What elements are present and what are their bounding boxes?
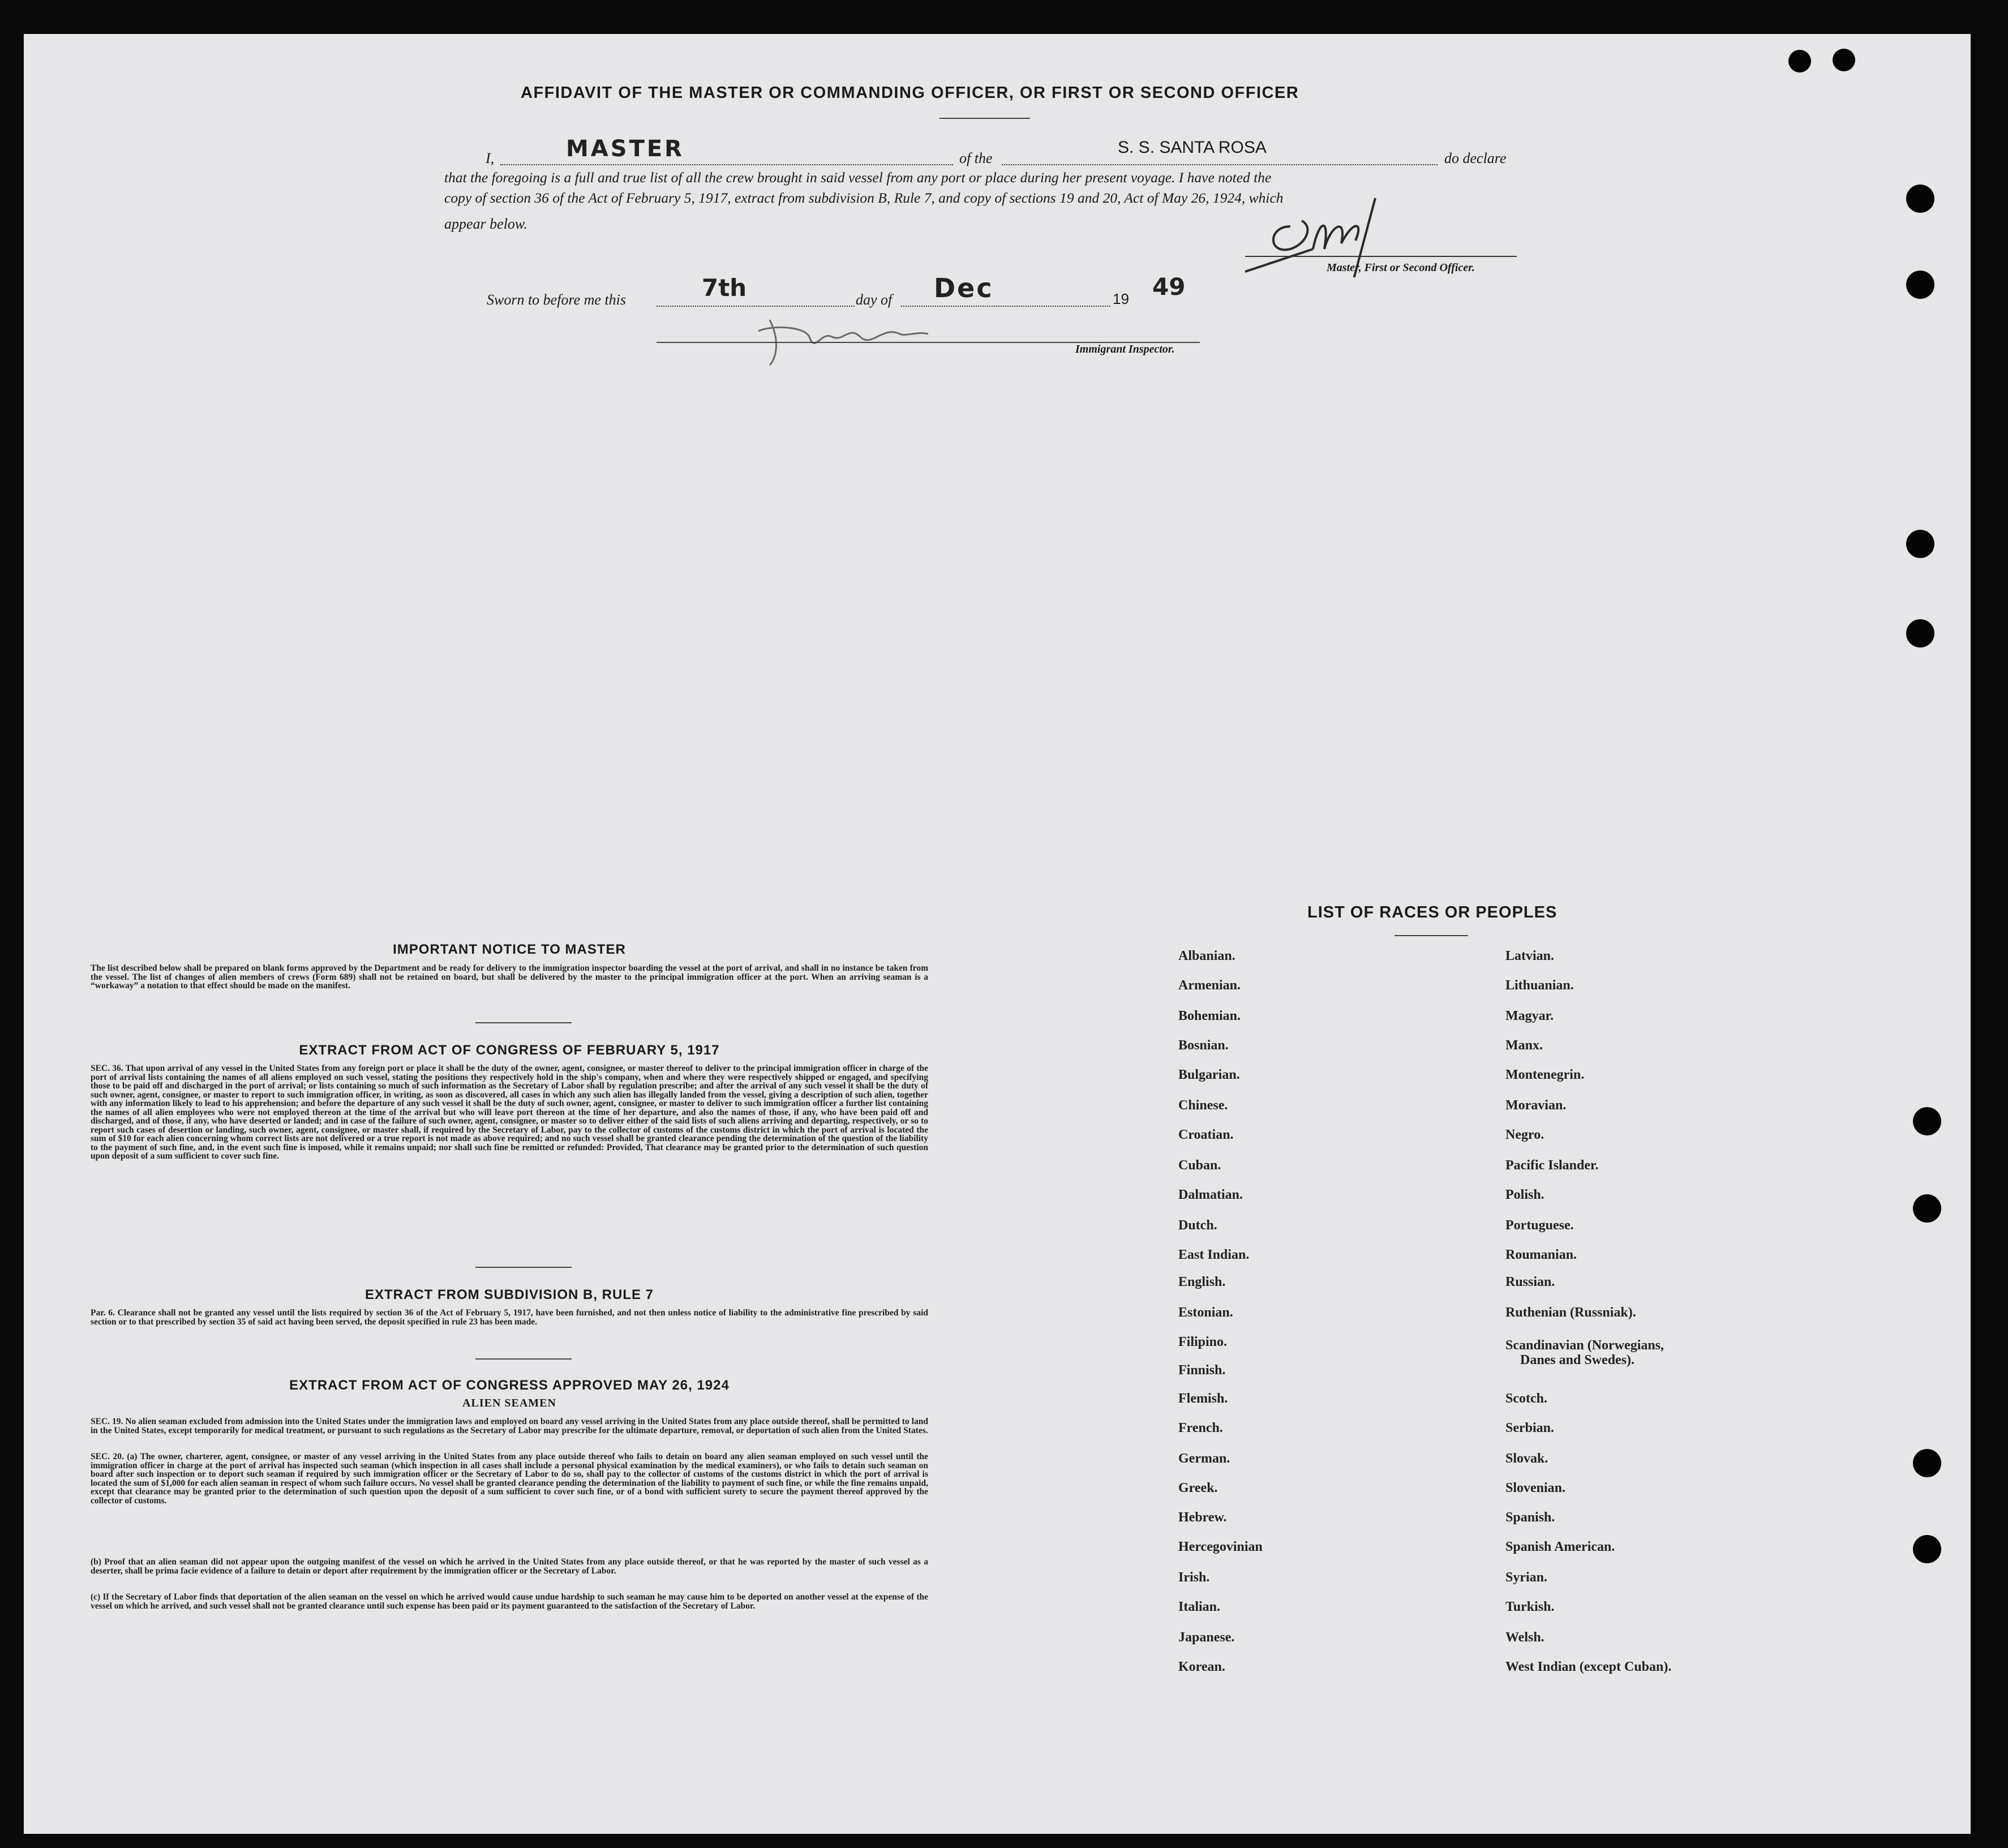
race-item: Scandinavian (Norwegians, [1505, 1338, 1664, 1353]
race-item: Finnish. [1178, 1363, 1226, 1378]
day-line [657, 306, 855, 307]
race-item: Italian. [1178, 1600, 1221, 1614]
inspector-signature [736, 308, 973, 371]
punch-hole [1906, 271, 1934, 299]
day-value[interactable]: 7th [702, 274, 747, 302]
affidavit-title: AFFIDAVIT OF THE MASTER OR COMMANDING OFFICER, OR FIRST OR SECOND OFFICER [521, 84, 1299, 102]
race-item: Pacific Islander. [1505, 1158, 1599, 1173]
extract-rule7-text: Par. 6. Clearance shall not be granted any vessel until the lists required by section 36 of the Act of February 5, 1917, have been furnished, and not then unless notice of liability to the administrative fine prescribed by said section or to that prescribed by section 35 of said act having been served, the deposit specified in rule 23 has been made. [91, 1308, 928, 1327]
race-item: Albanian. [1178, 949, 1235, 963]
punch-hole [1788, 50, 1811, 72]
race-item: Greek. [1178, 1481, 1218, 1495]
race-item: Irish. [1178, 1570, 1210, 1585]
year-prefix: 19 [1113, 290, 1129, 307]
race-item: Ruthenian (Russniak). [1505, 1305, 1636, 1320]
alien-seamen-subtitle: ALIEN SEAMEN [462, 1397, 556, 1409]
race-item: East Indian. [1178, 1247, 1250, 1262]
race-item: Danes and Swedes). [1520, 1353, 1635, 1367]
race-item: Korean. [1178, 1660, 1225, 1674]
races-title: LIST OF RACES OR PEOPLES [1307, 903, 1558, 921]
race-item: Magyar. [1505, 1009, 1554, 1023]
race-item: Dalmatian. [1178, 1187, 1243, 1202]
sec20c-text: (c) If the Secretary of Labor finds that deportation of the alien seaman on the vessel on which he arrived would cause undue hardship to such seaman he may cause him to be deported on another vessel at the expense of the vessel on which he arrived, and such vessel shall not be granted clearance until such expense has been paid or its payment guaranteed to the satisfaction of the Secretary of Labor. [91, 1592, 928, 1611]
sworn-prefix: Sworn to before me this [487, 291, 627, 308]
race-item: Montenegrin. [1505, 1067, 1585, 1082]
race-item: Polish. [1505, 1187, 1544, 1202]
do-declare-label: do declare [1444, 150, 1507, 166]
sec19-text: SEC. 19. No alien seaman excluded from admission into the United States under the immigration laws and employed on board any vessel arriving in the United States from any place outside thereof, shall be permitted to land in the United States, except temporarily for medical treatment, or pursuant to such regulations as the Secretary of Labor may prescribe for the ultimate departure, removal, or deportation of such alien from the United States. [91, 1417, 928, 1435]
inspector-caption: Immigrant Inspector. [1075, 343, 1175, 355]
notice-title: IMPORTANT NOTICE TO MASTER [393, 942, 626, 957]
race-item: Hebrew. [1178, 1510, 1227, 1525]
race-item: Turkish. [1505, 1600, 1555, 1614]
race-item: Welsh. [1505, 1630, 1544, 1645]
race-item: Slovak. [1505, 1451, 1548, 1466]
race-item: Latvian. [1505, 949, 1555, 963]
punch-hole [1833, 49, 1855, 71]
punch-hole [1906, 619, 1934, 648]
master-name-value[interactable]: MASTER [566, 136, 684, 162]
extract-1924-title: EXTRACT FROM ACT OF CONGRESS APPROVED MAY 26, 1924 [289, 1378, 730, 1393]
race-item: Armenian. [1178, 978, 1241, 993]
race-item: Scotch. [1505, 1391, 1547, 1406]
of-the-label: of the [959, 150, 993, 166]
declaration-prefix: I, [486, 150, 495, 166]
race-item: Croatian. [1178, 1127, 1234, 1142]
officer-caption: Master, First or Second Officer. [1327, 261, 1475, 274]
punch-hole [1906, 185, 1934, 213]
race-item: Dutch. [1178, 1218, 1217, 1233]
declaration-line-4: appear below. [444, 216, 527, 232]
punch-hole [1913, 1535, 1941, 1563]
divider [475, 1358, 572, 1360]
name-line [500, 164, 953, 165]
month-value[interactable]: Dec [934, 273, 994, 303]
day-of-label: day of [856, 291, 893, 308]
race-item: Manx. [1505, 1038, 1543, 1053]
race-item: Spanish. [1505, 1510, 1555, 1525]
punch-hole [1906, 530, 1934, 558]
extract-1917-title: EXTRACT FROM ACT OF CONGRESS OF FEBRUARY 5, 1917 [299, 1043, 720, 1058]
month-line [901, 306, 1110, 307]
race-item: Serbian. [1505, 1421, 1555, 1435]
race-item: West Indian (except Cuban). [1505, 1660, 1672, 1674]
year-value[interactable]: 49 [1152, 273, 1186, 301]
title-divider [939, 118, 1030, 119]
race-item: Flemish. [1178, 1391, 1228, 1406]
race-item: Bohemian. [1178, 1009, 1241, 1023]
extract-1917-text: SEC. 36. That upon arrival of any vessel in the United States from any foreign port or place it shall be the duty of the owner, agent, consignee, or master thereof to deliver to the principal immigration officer in charge of the port of arrival lists containing the names of all aliens employed on such vessel, stating the positions they respectively hold in the ship's company, when and where they were respectively shipped or engaged, and specifying those to be paid off and discharged in the port of arrival; or lists containing so much of such information as the Secretary of Labor shall by regulation prescribe; and after the arrival of any such vessel it shall be the duty of such owner, agent, consignee, or master to report to such immigration officer, in writing, as soon as discovered, all cases in which any such alien has illegally landed from the vessel, giving a description of such alien, together with any information likely to lead to his apprehension; and before the departure of any such vessel it shall be the duty of such owner, agent, consignee, or master to deliver to such immigration officer a further list containing the names of all alien employees who were not employed thereon at the time of the arrival but who will leave port thereon at the time of her departure, and also the names of those, if any, who have been paid off and discharged, and of those, if any, who have deserted or landed; and in case of the failure of such owner, agent, consignee, or master so to deliver either of the said lists of such aliens arriving and departing, respectively, or so to report such cases of desertion or landing, such owner, agent, consignee, or master shall, if required by the Secretary of Labor, pay to the collector of customs of the customs district in which the port of arrival is located the sum of $10 for each alien concerning whom correct lists are not delivered or a true report is not made as above required; and no such vessel shall be granted clearance pending the determination of the question of the liability to the payment of such fine, and, in the event such fine is imposed, while it remains unpaid; nor shall such fine be remitted or refunded: Provided, That clearance may be granted prior to the determination of such question upon deposit of a sum sufficient to cover such fine. [91, 1064, 928, 1161]
race-item: Cuban. [1178, 1158, 1221, 1173]
race-item: Lithuanian. [1505, 978, 1574, 993]
race-item: Filipino. [1178, 1335, 1228, 1349]
race-item: Hercegovinian [1178, 1540, 1263, 1554]
race-item: Portuguese. [1505, 1218, 1574, 1233]
race-item: French. [1178, 1421, 1223, 1435]
race-item: Roumanian. [1505, 1247, 1577, 1262]
sec20a-text: SEC. 20. (a) The owner, charterer, agent, consignee, or master of any vessel arriving in the United States from any place outside thereof who fails to detain on board any alien seaman employed on such vessel until the immigration officer in charge at the port of arrival has inspected such seaman (which inspection in all cases shall include a personal physical examination by the medical examiners), or who fails to detain such seaman on board after such inspection or to deport such seaman if required by such immigration officer or the Secretary of Labor to do so, shall pay to the collector of customs of the customs district in which the port of arrival is located the sum of $1,000 for each alien seaman in respect of whom such failure occurs. No vessel shall be granted clearance pending the determination of the liability to payment of such fine, or while the fine remains unpaid, except that clearance may be granted prior to the determination of such question upon the deposit of a sum sufficient to cover such fine, or of a bond with sufficient surety to secure the payment thereof approved by the collector of customs. [91, 1452, 928, 1506]
race-item: English. [1178, 1275, 1226, 1289]
race-item: Negro. [1505, 1127, 1544, 1142]
notice-text: The list described below shall be prepared on blank forms approved by the Department and be ready for delivery to the immigration inspector boarding the vessel at the port of arrival, and shall in no instance be taken from the vessel. The list of changes of alien members of crews (Form 689) shall not be retained on board, but shall be delivered by the master to the principal immigration officer at the port. When an arriving seaman is a “workaway” a notation to that effect should be made on the manifest. [91, 963, 928, 991]
sec20b-text: (b) Proof that an alien seaman did not appear upon the outgoing manifest of the vessel on which he arrived in the United States from any place outside thereof, or that he was reported by the master of such vessel as a deserter, shall be prima facie evidence of a failure to detain or deport after requirement by the immigration officer or the Secretary of Labor. [91, 1557, 928, 1576]
race-item: Syrian. [1505, 1570, 1548, 1585]
race-item: Estonian. [1178, 1305, 1233, 1320]
race-item: Bulgarian. [1178, 1067, 1240, 1082]
extract-rule7-title: EXTRACT FROM SUBDIVISION B, RULE 7 [364, 1287, 654, 1302]
vessel-line [1002, 164, 1438, 165]
divider [475, 1267, 572, 1268]
declaration-line-3: copy of section 36 of the Act of February 5, 1917, extract from subdivision B, Rule 7, and copy of sections 19 and 20, Act of May 26, 1924, which [444, 190, 1284, 206]
punch-hole [1913, 1107, 1941, 1135]
races-divider [1395, 935, 1468, 936]
divider [475, 1022, 572, 1023]
race-item: Russian. [1505, 1275, 1555, 1289]
race-item: Japanese. [1178, 1630, 1235, 1645]
race-item: Moravian. [1505, 1098, 1567, 1113]
race-item: Spanish American. [1505, 1540, 1615, 1554]
race-item: Bosnian. [1178, 1038, 1229, 1053]
punch-hole [1913, 1449, 1941, 1477]
officer-signature-line [1245, 256, 1517, 257]
race-item: Slovenian. [1505, 1481, 1566, 1495]
declaration-line-2: that the foregoing is a full and true list of all the crew brought in said vessel from any port or place during her present voyage. I have noted the [444, 169, 1272, 186]
punch-hole [1913, 1194, 1941, 1223]
race-item: German. [1178, 1451, 1230, 1466]
race-item: Chinese. [1178, 1098, 1228, 1113]
vessel-value[interactable]: S. S. SANTA ROSA [1118, 138, 1267, 157]
